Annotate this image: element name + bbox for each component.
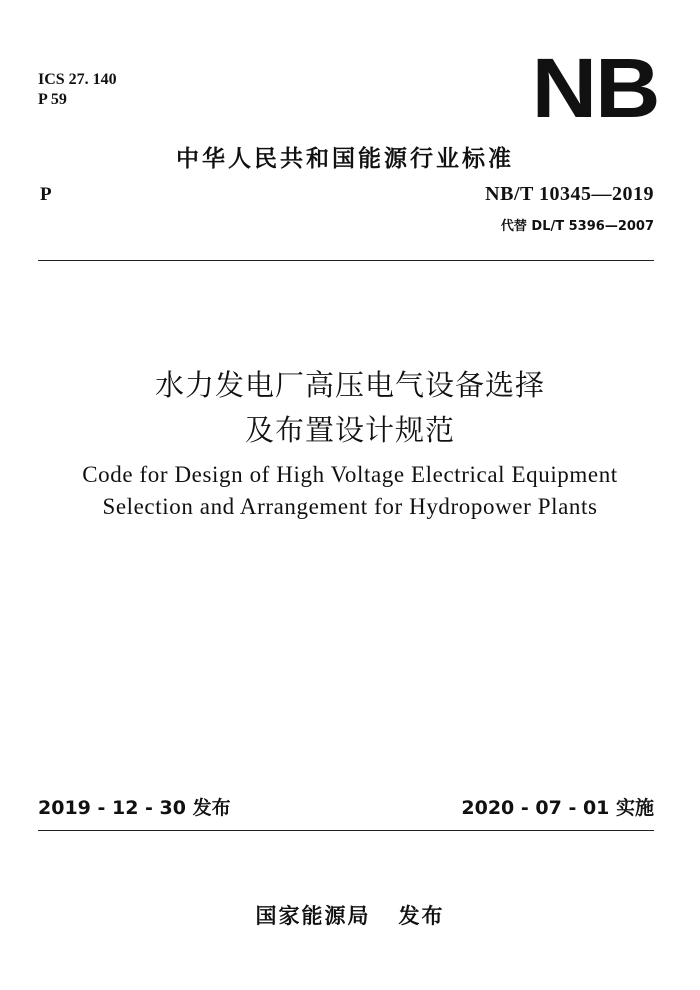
standard-number: NB/T 10345—2019 <box>485 183 654 205</box>
top-divider <box>38 260 654 261</box>
ccs-code: P 59 <box>38 91 67 108</box>
issue-date: 2019 - 12 - 30 发布 <box>38 797 231 819</box>
publisher-line <box>0 900 700 930</box>
publish-action: 发布 <box>398 904 445 928</box>
title-en-line1: Code for Design of High Voltage Electrical Equipment <box>82 462 618 487</box>
standard-type: 中华人民共和国能源行业标准 <box>176 146 514 172</box>
implementation-date: 2020 - 07 - 01 实施 <box>461 797 654 819</box>
nb-logo: NB <box>531 41 658 135</box>
category-letter: P <box>40 184 52 205</box>
publisher-name: 国家能源局 <box>255 904 371 928</box>
ics-code: ICS 27. 140 <box>38 71 117 88</box>
bottom-divider <box>38 830 654 831</box>
title-en-line2: Selection and Arrangement for Hydropower Plants <box>102 494 598 519</box>
classification-codes <box>38 70 117 110</box>
title-zh-line2: 及布置设计规范 <box>244 413 455 447</box>
title-zh-line1: 水力发电厂高压电气设备选择 <box>154 368 545 402</box>
replaces-standard: 代替 DL/T 5396—2007 <box>500 219 654 234</box>
